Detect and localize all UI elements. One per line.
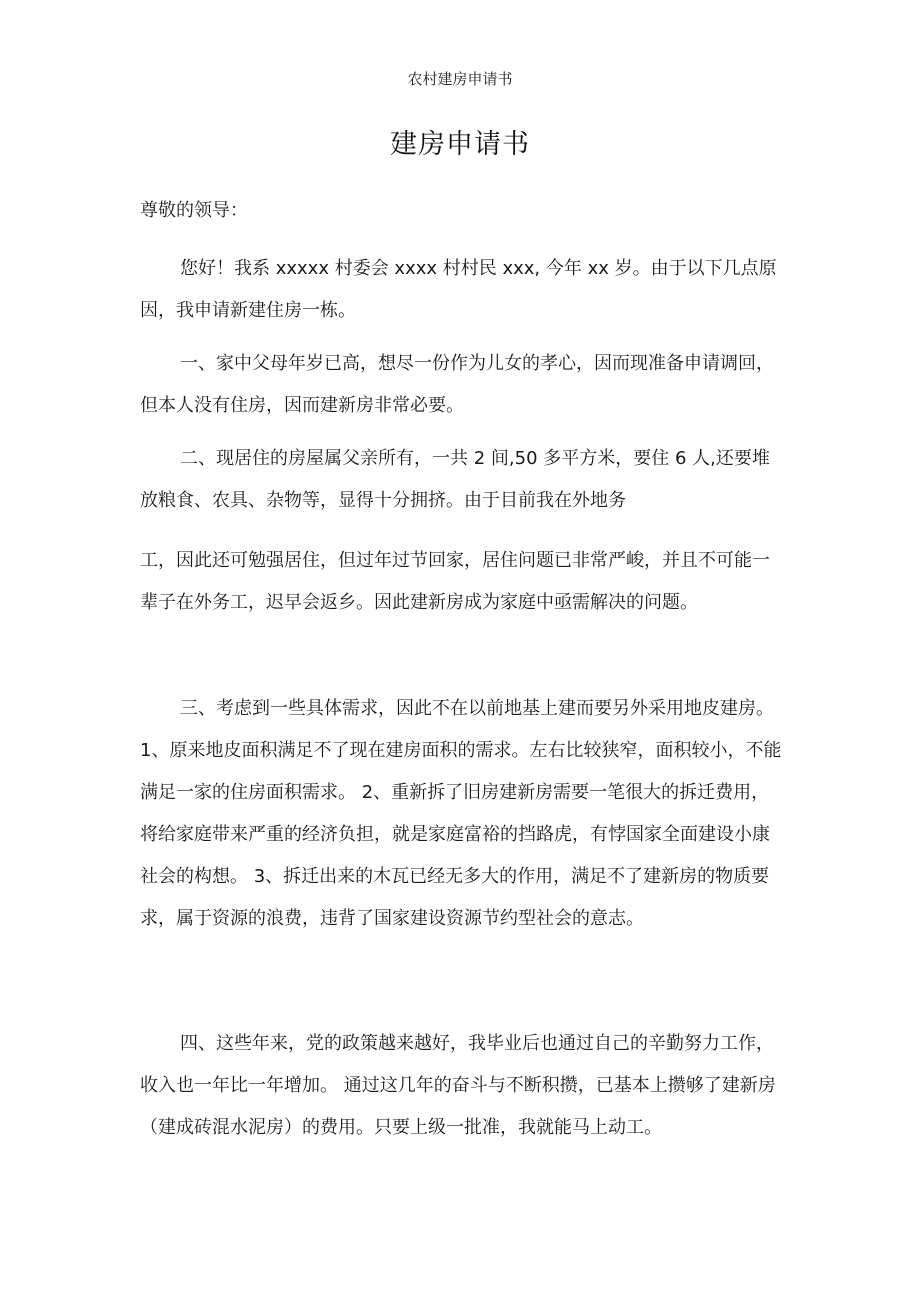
paragraph-two: 二、现居住的房屋属父亲所有，一共 2 间,50 多平方米，要住 6 人,还要堆放粮食、农具、杂物等，显得十分拥挤。由于目前我在外地务 bbox=[140, 448, 770, 511]
salutation: 尊敬的领导： bbox=[140, 200, 248, 221]
paragraph-one: 一、家中父母年岁已高，想尽一份作为儿女的孝心，因而现准备申请调回，但本人没有住房，因而建新房非常必要。 bbox=[140, 353, 774, 416]
paragraph-four: 四、这些年来，党的政策越来越好，我毕业后也通过自己的辛勤努力工作，收入也一年比一年增加。 通过这几年的奋斗与不断积攒，已基本上攒够了建新房（建成砖混水泥房）的费用。只要上级一批准，我就能马上动工。 bbox=[140, 1033, 776, 1138]
paragraph-two-continued: 工，因此还可勉强居住，但过年过节回家，居住问题已非常严峻，并且不可能一辈子在外务工，迟早会返乡。因此建新房成为家庭中亟需解决的问题。 bbox=[140, 550, 770, 613]
document-title: 建房申请书 bbox=[390, 129, 530, 160]
paragraph-intro: 您好！我系 xxxxx 村委会 xxxx 村村民 xxx, 今年 xx 岁。由于以下几点原因，我申请新建住房一栋。 bbox=[140, 258, 777, 321]
running-header: 农村建房申请书 bbox=[407, 70, 513, 88]
paragraph-three: 三、考虑到一些具体需求，因此不在以前地基上建而要另外采用地皮建房。 1、原来地皮面积满足不了现在建房面积的需求。左右比较狭窄，面积较小，不能满足一家的住房面积需求。 2、重新拆了旧房建新房需要一笔很大的拆迁费用，将给家庭带来严重的经济负担，就是家庭富裕的挡路虎，有悖国家全面建设小康社会的构想。 3、拆迁出来的木瓦已经无多大的作用，满足不了建新房的物质要求，属于资源的浪费，违背了国家建设资源节约型社会的意志。 bbox=[140, 698, 782, 929]
